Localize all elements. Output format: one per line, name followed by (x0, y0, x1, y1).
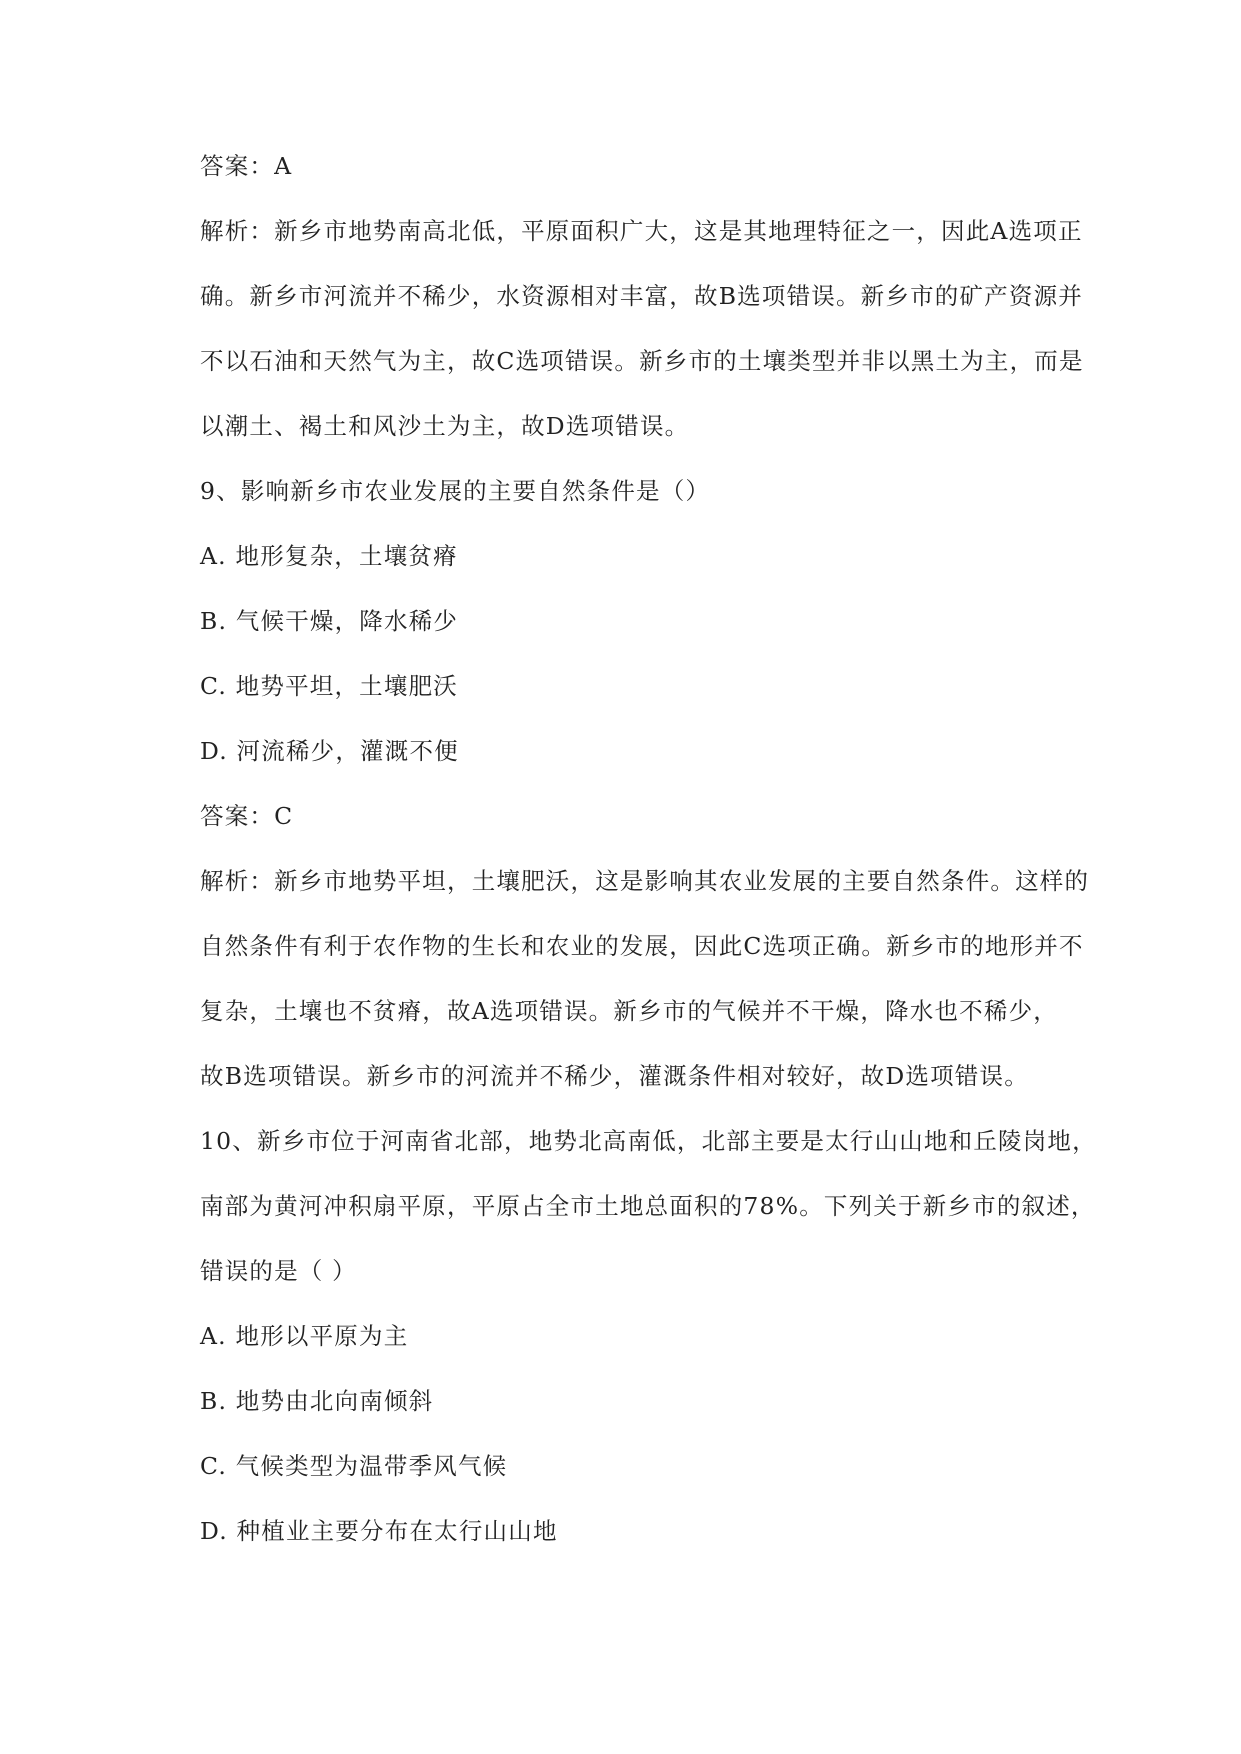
q9-option-c: C. 地势平坦，土壤肥沃 (200, 672, 458, 700)
explanation-q9-line-3: 复杂，土壤也不贫瘠，故A选项错误。新乡市的气候并不干燥，降水也不稀少， (200, 997, 1058, 1025)
question-10-line-1: 10、新乡市位于河南省北部，地势北高南低，北部主要是太行山山地和丘陵岗地， (200, 1127, 1097, 1155)
q9-option-b: B. 气候干燥，降水稀少 (200, 607, 459, 635)
q10-option-b: B. 地势由北向南倾斜 (200, 1387, 434, 1415)
q10-option-d: D. 种植业主要分布在太行山山地 (200, 1517, 558, 1545)
explanation-q8-line-4: 以潮土、褐土和风沙土为主，故D选项错误。 (200, 412, 690, 440)
explanation-q8-line-1: 解析：新乡市地势南高北低，平原面积广大，这是其地理特征之一，因此A选项正 (200, 217, 1083, 245)
q9-option-d: D. 河流稀少，灌溉不便 (200, 737, 459, 765)
explanation-q8-line-3: 不以石油和天然气为主，故C选项错误。新乡市的土壤类型并非以黑土为主，而是 (200, 347, 1084, 375)
question-9: 9、影响新乡市农业发展的主要自然条件是（） (200, 477, 711, 505)
answer-line-q9: 答案：C (200, 802, 294, 830)
question-10-line-2: 南部为黄河冲积扇平原，平原占全市土地总面积的78%。下列关于新乡市的叙述， (200, 1192, 1096, 1220)
explanation-q9-line-2: 自然条件有利于农作物的生长和农业的发展，因此C选项正确。新乡市的地形并不 (200, 932, 1084, 960)
answer-line-q8: 答案：A (200, 152, 293, 180)
q9-option-a: A. 地形复杂，土壤贫瘠 (200, 542, 458, 570)
q10-option-c: C. 气候类型为温带季风气候 (200, 1452, 508, 1480)
explanation-q8-line-2: 确。新乡市河流并不稀少，水资源相对丰富，故B选项错误。新乡市的矿产资源并 (200, 282, 1083, 310)
explanation-q9-line-4: 故B选项错误。新乡市的河流并不稀少，灌溉条件相对较好，故D选项错误。 (200, 1062, 1029, 1090)
explanation-q9-line-1: 解析：新乡市地势平坦，土壤肥沃，这是影响其农业发展的主要自然条件。这样的 (200, 867, 1090, 895)
q10-option-a: A. 地形以平原为主 (200, 1322, 409, 1350)
question-10-line-3: 错误的是（ ） (200, 1257, 357, 1285)
